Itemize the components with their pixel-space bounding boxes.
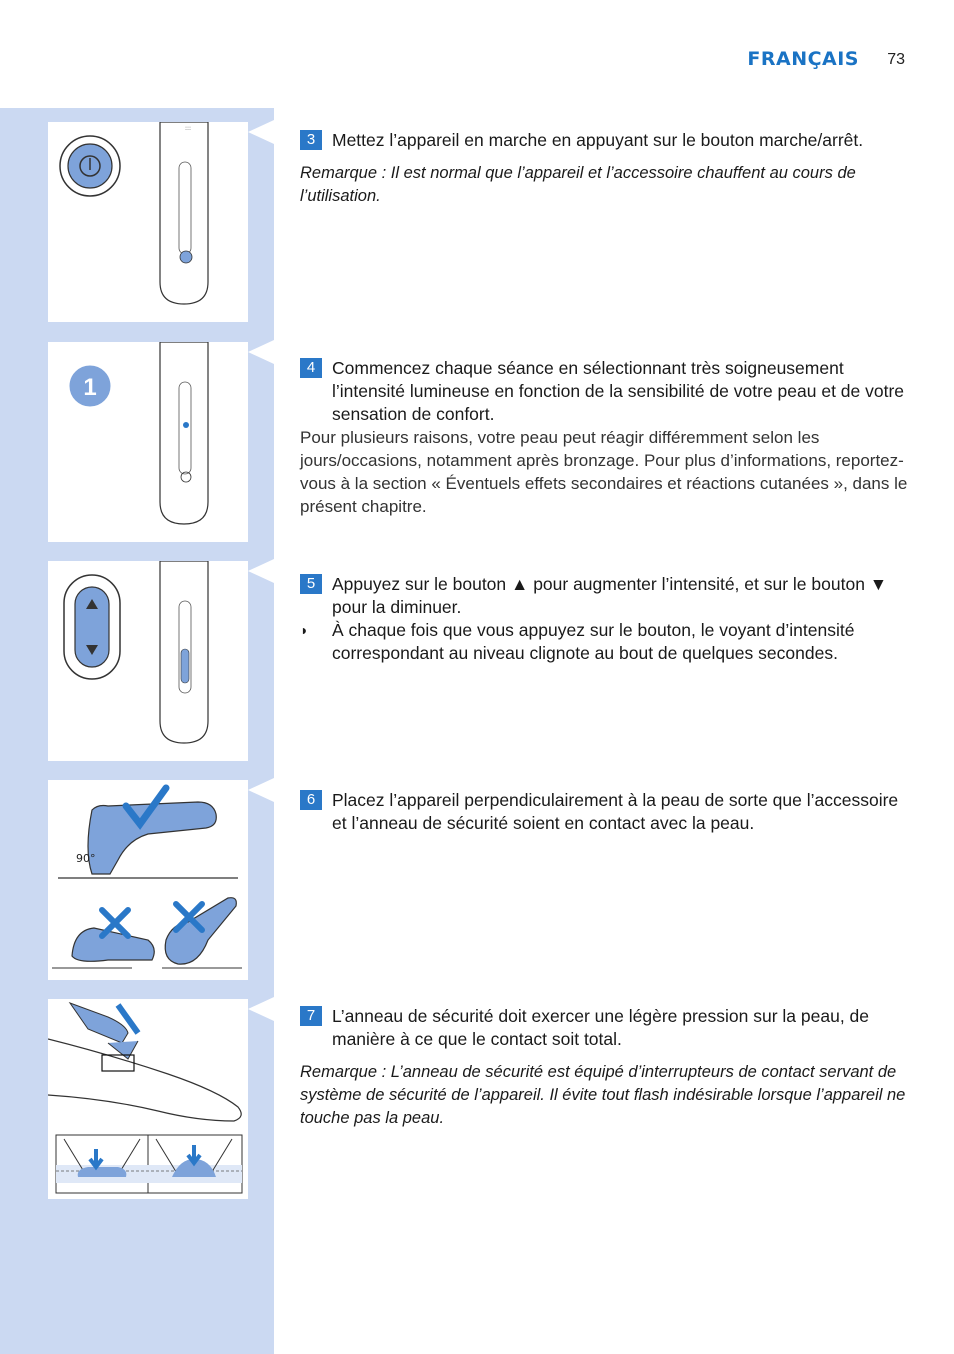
device-handle xyxy=(160,561,208,743)
figure-pointer xyxy=(248,340,274,364)
figure-pointer xyxy=(248,997,274,1021)
leg-illustration xyxy=(48,1003,241,1121)
step-3 xyxy=(300,129,910,208)
figure-pointer xyxy=(248,559,274,583)
correct-position-illustration xyxy=(58,788,238,878)
step-6 xyxy=(300,789,910,835)
figure-pointer xyxy=(248,778,274,802)
step-number: 5 xyxy=(300,574,322,594)
svg-text::::: ::: xyxy=(185,125,192,132)
step-number: 4 xyxy=(300,358,322,378)
step-instruction: Appuyez sur le bouton ▲ pour augmenter l’intensité, et sur le bouton ▼ pour la diminuer. xyxy=(332,574,888,617)
up-down-buttons-icon xyxy=(64,575,120,679)
svg-text:90°: 90° xyxy=(76,852,96,865)
language-header: FRANÇAIS xyxy=(747,48,859,70)
step-instruction: Mettez l’appareil en marche en appuyant sur le bouton marche/arrêt. xyxy=(332,130,864,150)
figure-up-down-buttons xyxy=(48,561,248,761)
step-number: 3 xyxy=(300,130,322,150)
contact-detail xyxy=(56,1135,242,1193)
step-4 xyxy=(300,357,910,518)
page-number: 73 xyxy=(887,51,905,68)
step-note: Remarque : Il est normal que l’appareil et l’accessoire chauffent au cours de l’utilisation. xyxy=(300,164,856,205)
step-instruction: L’anneau de sécurité doit exercer une légère pression sur la peau, de manière à ce que le contact soit total. xyxy=(332,1006,870,1049)
figure-intensity-select xyxy=(48,342,248,542)
step-5 xyxy=(300,573,910,665)
figure-pointer xyxy=(248,120,274,144)
figure-perpendicular xyxy=(48,780,248,980)
incorrect-position-illustration xyxy=(52,898,242,968)
figure-power-on xyxy=(48,122,248,322)
svg-text:1: 1 xyxy=(83,374,97,401)
step-number: 6 xyxy=(300,790,322,810)
power-icon xyxy=(60,136,120,196)
intensity-badge xyxy=(68,364,112,408)
step-body: Pour plusieurs raisons, votre peau peut réagir différemment selon les jours/occasions, notamment après bronzage. Pour plus d’informations, reportez-vous à la section « Éventuels effets secondaires et réactions cutanées », dans le présent chapitre. xyxy=(300,428,908,516)
step-bullet: À chaque fois que vous appuyez sur le bouton, le voyant d’intensité correspondant au niveau clignote au bout de quelques secondes. xyxy=(332,620,855,663)
bullet-icon: ◗ xyxy=(300,622,309,638)
device-handle xyxy=(160,122,208,304)
step-instruction: Commencez chaque séance en sélectionnant très soigneusement l’intensité lumineuse en fonction de la sensibilité de votre peau et de votre sensation de confort. xyxy=(332,358,905,424)
step-number: 7 xyxy=(300,1006,322,1026)
step-note: Remarque : L’anneau de sécurité est équipé d’interrupteurs de contact servant de système de sécurité de l’appareil. Il évite tout flash indésirable lorsque l’appareil ne touche pas la peau. xyxy=(300,1063,906,1127)
figure-skin-pressure xyxy=(48,999,248,1199)
device-handle xyxy=(160,342,208,524)
step-7 xyxy=(300,1005,910,1130)
step-instruction: Placez l’appareil perpendiculairement à la peau de sorte que l’accessoire et l’anneau de sécurité soient en contact avec la peau. xyxy=(332,790,899,833)
